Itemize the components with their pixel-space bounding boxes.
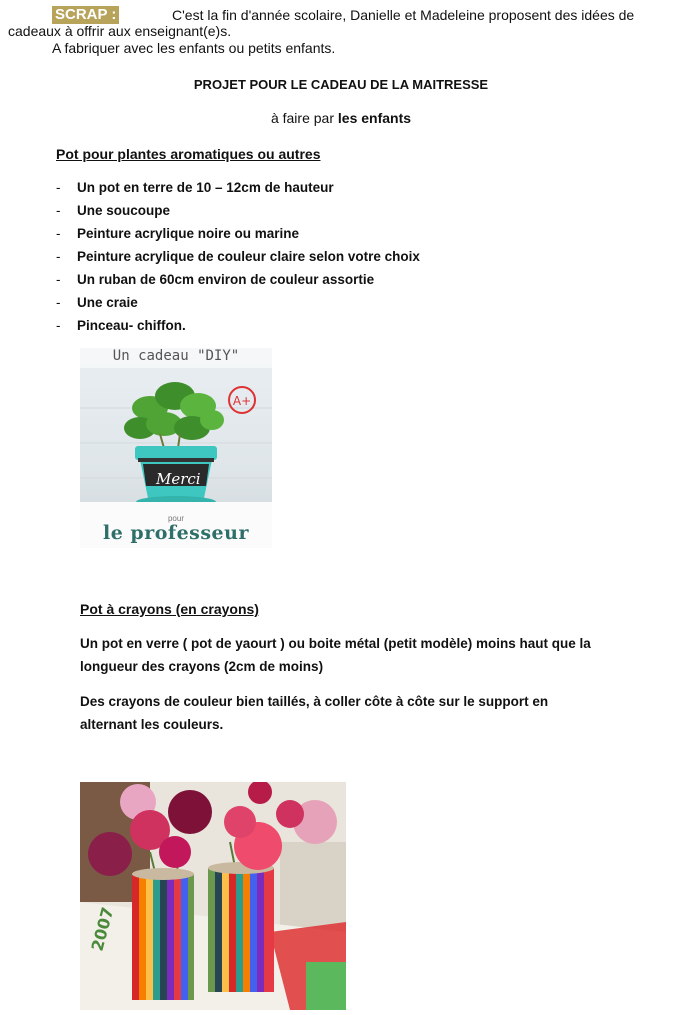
- basil-pot-photo: [80, 348, 272, 548]
- professeur-label: le professeur: [103, 522, 249, 544]
- intro-line-2: cadeaux à offrir aux enseignant(e)s.: [8, 23, 232, 39]
- paragraph-materials: Un pot en verre ( pot de yaourt ) ou boite métal (petit modèle) moins haut que la longueur des crayons (2cm de moins): [80, 636, 591, 674]
- pencil-pots-illustration: [80, 782, 346, 1010]
- intro-line-1: C'est la fin d'année scolaire, Danielle et Madeleine proposent des idées de: [172, 7, 635, 23]
- list-item: - Pinceau- chiffon.: [56, 316, 420, 339]
- intro-line-3: A fabriquer avec les enfants ou petits enfants.: [52, 40, 336, 56]
- pencil-pots-photo: [80, 782, 346, 1010]
- list-item: - Un ruban de 60cm environ de couleur assortie: [56, 270, 420, 293]
- photo-banner: Un cadeau "DIY": [80, 348, 272, 368]
- section2-title: Pot à crayons (en crayons): [80, 601, 259, 617]
- scrap-badge: SCRAP :: [52, 6, 119, 24]
- right-pencil-pot: [208, 862, 274, 992]
- project-title: PROJET POUR LE CADEAU DE LA MAITRESSE: [193, 77, 489, 92]
- materials-list: [56, 178, 420, 339]
- basil-leaves: [124, 382, 224, 440]
- merci-label: Merci: [156, 470, 201, 488]
- grade-mark: A+: [232, 394, 252, 408]
- year-label: 2007: [87, 905, 118, 954]
- subtitle-bold: les enfants: [337, 110, 412, 126]
- project-subtitle: [0, 110, 682, 126]
- left-pencil-pot: [132, 868, 194, 1000]
- list-item: - Peinture acrylique de couleur claire selon votre choix: [56, 247, 420, 270]
- list-item: - Un pot en terre de 10 – 12cm de hauteur: [56, 178, 420, 201]
- list-item: - Peinture acrylique noire ou marine: [56, 224, 420, 247]
- list-item: - Une craie: [56, 293, 420, 316]
- list-item: - Une soucoupe: [56, 201, 420, 224]
- pour-label: pour: [167, 514, 184, 523]
- section1-title: Pot pour plantes aromatiques ou autres: [56, 146, 321, 162]
- subtitle-prefix: à faire par: [270, 110, 338, 126]
- paragraph-instructions: Des crayons de couleur bien taillés, à coller côte à côte sur le support en alternant les couleurs.: [80, 694, 549, 732]
